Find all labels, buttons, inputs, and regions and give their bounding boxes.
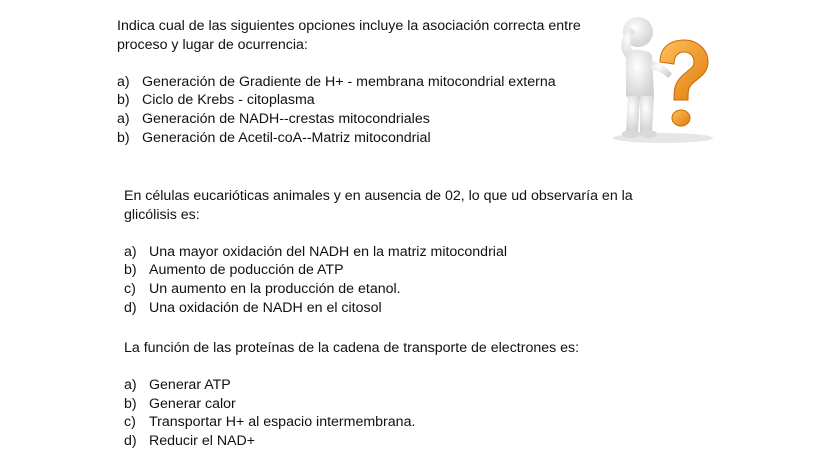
question-2-options	[124, 243, 664, 317]
option-text: Una mayor oxidación del NADH en la matriz mitocondrial	[149, 243, 507, 260]
option-marker: b)	[117, 129, 130, 146]
option-item	[117, 129, 617, 148]
option-item	[124, 376, 664, 395]
option-marker: b)	[124, 262, 137, 279]
option-item	[117, 73, 617, 92]
question-3	[124, 339, 664, 451]
option-marker: b)	[124, 395, 137, 412]
option-marker: c)	[124, 414, 136, 431]
thinking-figure-question-mark-icon	[608, 10, 718, 145]
question-1-stem-line-1: Indica cual de las siguientes opciones incluye la asociación correcta entre	[117, 18, 581, 34]
option-marker: d)	[124, 299, 137, 316]
question-1	[117, 17, 617, 147]
option-text: Generación de Gradiente de H+ - membrana mitocondrial externa	[142, 73, 556, 90]
option-marker: a)	[124, 377, 137, 394]
option-text: Aumento de poducción de ATP	[149, 262, 344, 279]
option-text: Un aumento en la producción de etanol.	[149, 280, 401, 297]
option-marker: b)	[117, 92, 130, 109]
option-item	[124, 261, 664, 280]
option-text: Generar ATP	[149, 377, 231, 394]
option-text: Generación de NADH--crestas mitocondriales	[142, 110, 430, 127]
question-2	[124, 187, 664, 317]
option-item	[124, 395, 664, 414]
option-item	[124, 243, 664, 262]
option-item	[117, 91, 617, 110]
option-item	[117, 110, 617, 129]
option-text: Transportar H+ al espacio intermembrana.	[149, 414, 416, 431]
question-3-stem-line-1: La función de las proteínas de la cadena de transporte de electrones es:	[124, 340, 580, 356]
question-1-stem-line-2: proceso y lugar de ocurrencia:	[117, 36, 308, 53]
question-2-stem-line-1: En células eucarióticas animales y en ausencia de 02, lo que ud observaría en la	[124, 188, 633, 204]
option-item	[124, 413, 664, 432]
question-1-options	[117, 73, 617, 147]
option-item	[124, 280, 664, 299]
option-text: Generar calor	[149, 395, 236, 412]
question-2-stem-line-2: glicólisis es:	[124, 206, 200, 223]
option-marker: c)	[124, 280, 136, 297]
option-marker: a)	[117, 73, 130, 90]
option-text: Reducir el NAD+	[149, 432, 256, 449]
option-marker: d)	[124, 432, 137, 449]
question-3-options	[124, 376, 664, 450]
option-text: Una oxidación de NADH en el citosol	[149, 299, 382, 316]
option-item	[124, 432, 664, 451]
option-item	[124, 299, 664, 318]
option-text: Generación de Acetil-coA--Matriz mitocondrial	[142, 129, 431, 146]
option-marker: a)	[124, 243, 137, 260]
option-text: Ciclo de Krebs - citoplasma	[142, 92, 315, 109]
option-marker: a)	[117, 110, 130, 127]
